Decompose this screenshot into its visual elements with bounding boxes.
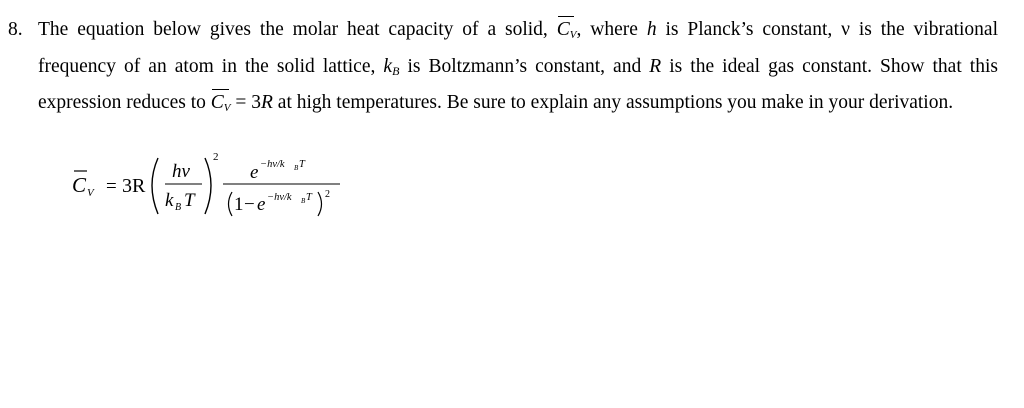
problem-number: 8. [8,19,23,40]
frac2-den-power: 2 [325,189,330,200]
equals-sign: = [106,176,117,197]
heat-capacity-equation [70,150,370,225]
text-part-4: is Boltzmann’s constant, and [399,56,650,77]
frac1-den-T: T [184,190,195,211]
den-left-paren [229,192,233,216]
lhs-subscript: V [87,187,94,199]
overbar [558,16,575,17]
text-part-5: is the ideal gas constant. Show that this expression reduces to [38,56,998,113]
frac2-num-exp-T: T [299,159,305,170]
problem-text [38,14,998,124]
right-paren [205,158,211,214]
frac2-den-minus: − [244,194,255,215]
frac2-den-exp-sub: B [301,197,306,205]
coefficient: 3R [122,175,146,197]
power-2: 2 [213,151,219,163]
frac2-den-one: 1 [234,194,244,215]
boltzmann-sub: B [392,64,400,78]
boltzmann-k: k [383,56,393,77]
text-part-7: at high temperatures. Be sure to explain any assumptions you make in your derivation. [272,92,954,113]
problem-8 [8,14,998,124]
text-part-1: The equation below gives the molar heat capacity of a solid, [38,19,557,40]
planck-symbol: h [646,19,657,40]
left-paren [152,158,158,214]
text-part-2: , where [576,19,647,40]
frac1-numerator: hν [172,161,190,182]
text-part-6: = 3 [230,92,261,113]
text-part-3: is Planck’s constant, ν is the vibrational frequency of an atom in the solid lattice, [38,19,999,77]
molar-heat-capacity-symbol-2: $C_V$ [211,87,231,124]
frac2-num-exponent: −hν/k [260,159,285,170]
lhs-symbol: C [72,173,87,197]
frac2-num-e: e [250,162,259,183]
frac2-num-exp-sub: B [294,164,299,172]
frac2-den-exp-T: T [306,192,312,203]
frac1-den-sub: B [175,202,182,213]
frac2-den-exponent: −hν/k [267,192,292,203]
frac2-den-e: e [257,194,266,215]
den-right-paren [318,192,322,216]
frac1-den-k: k [165,190,174,211]
gas-constant-symbol-2: R [261,92,273,113]
molar-heat-capacity-symbol: $C_V$ [557,14,577,51]
gas-constant-symbol: R [649,56,662,77]
